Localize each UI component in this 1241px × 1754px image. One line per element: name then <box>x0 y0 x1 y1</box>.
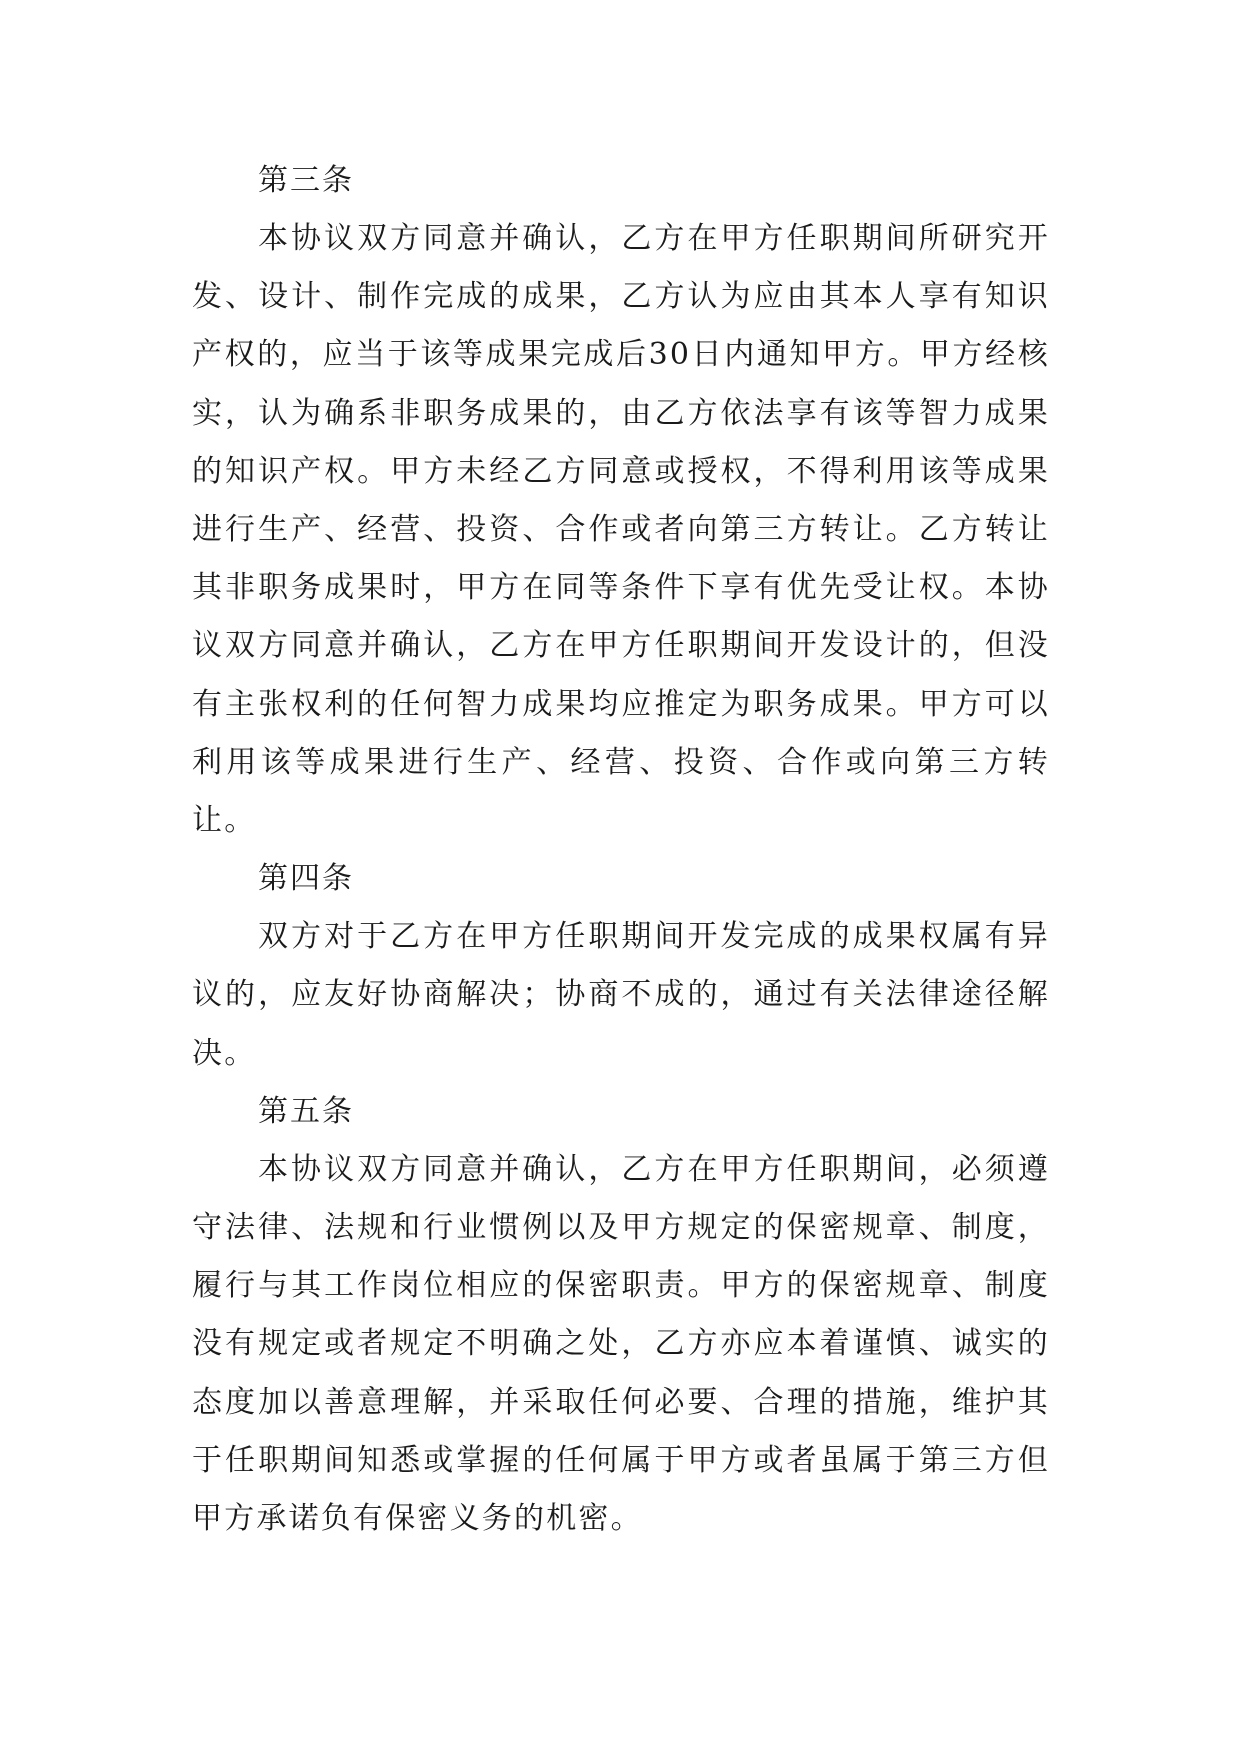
document-body <box>192 152 1050 1548</box>
article-5-heading: 第五条 <box>258 1093 354 1129</box>
article-5-text: 本协议双方同意并确认，乙方在甲方任职期间，必须遵守法律、法规和行业惯例以及甲方规定的保密规章、制度，履行与其工作岗位相应的保密职责。甲方的保密规章、制度没有规定或者规定不明确之处，乙方亦应本着谨慎、诚实的态度加以善意理解，并采取任何必要、合理的措施，维护其于任职期间知悉或掌握的任何属于甲方或者虽属于第三方但甲方承诺负有保密义务的机密。 <box>192 1151 1050 1537</box>
article-3-heading: 第三条 <box>258 163 354 198</box>
article-3-text: 本协议双方同意并确认，乙方在甲方任职期间所研究开发、设计、制作完成的成果，乙方认为应由其本人享有知识产权的，应当于该等成果完成后30日内通知甲方。甲方经核实，认为确系非职务成果的，由乙方依法享有该等智力成果的知识产权。甲方未经乙方同意或授权，不得利用该等成果进行生产、经营、投资、合作或者向第三方转让。乙方转让其非职务成果时，甲方在同等条件下享有优先受让权。本协议双方同意并确认，乙方在甲方任职期间开发设计的，但没有主张权利的任何智力成果均应推定为职务成果。甲方可以利用该等成果进行生产、经营、投资、合作或向第三方转让。 <box>192 221 1050 839</box>
article-4-heading: 第四条 <box>258 861 354 897</box>
article-4-text: 双方对于乙方在甲方任职期间开发完成的成果权属有异议的，应友好协商解决；协商不成的，通过有关法律途径解决。 <box>192 919 1050 1071</box>
